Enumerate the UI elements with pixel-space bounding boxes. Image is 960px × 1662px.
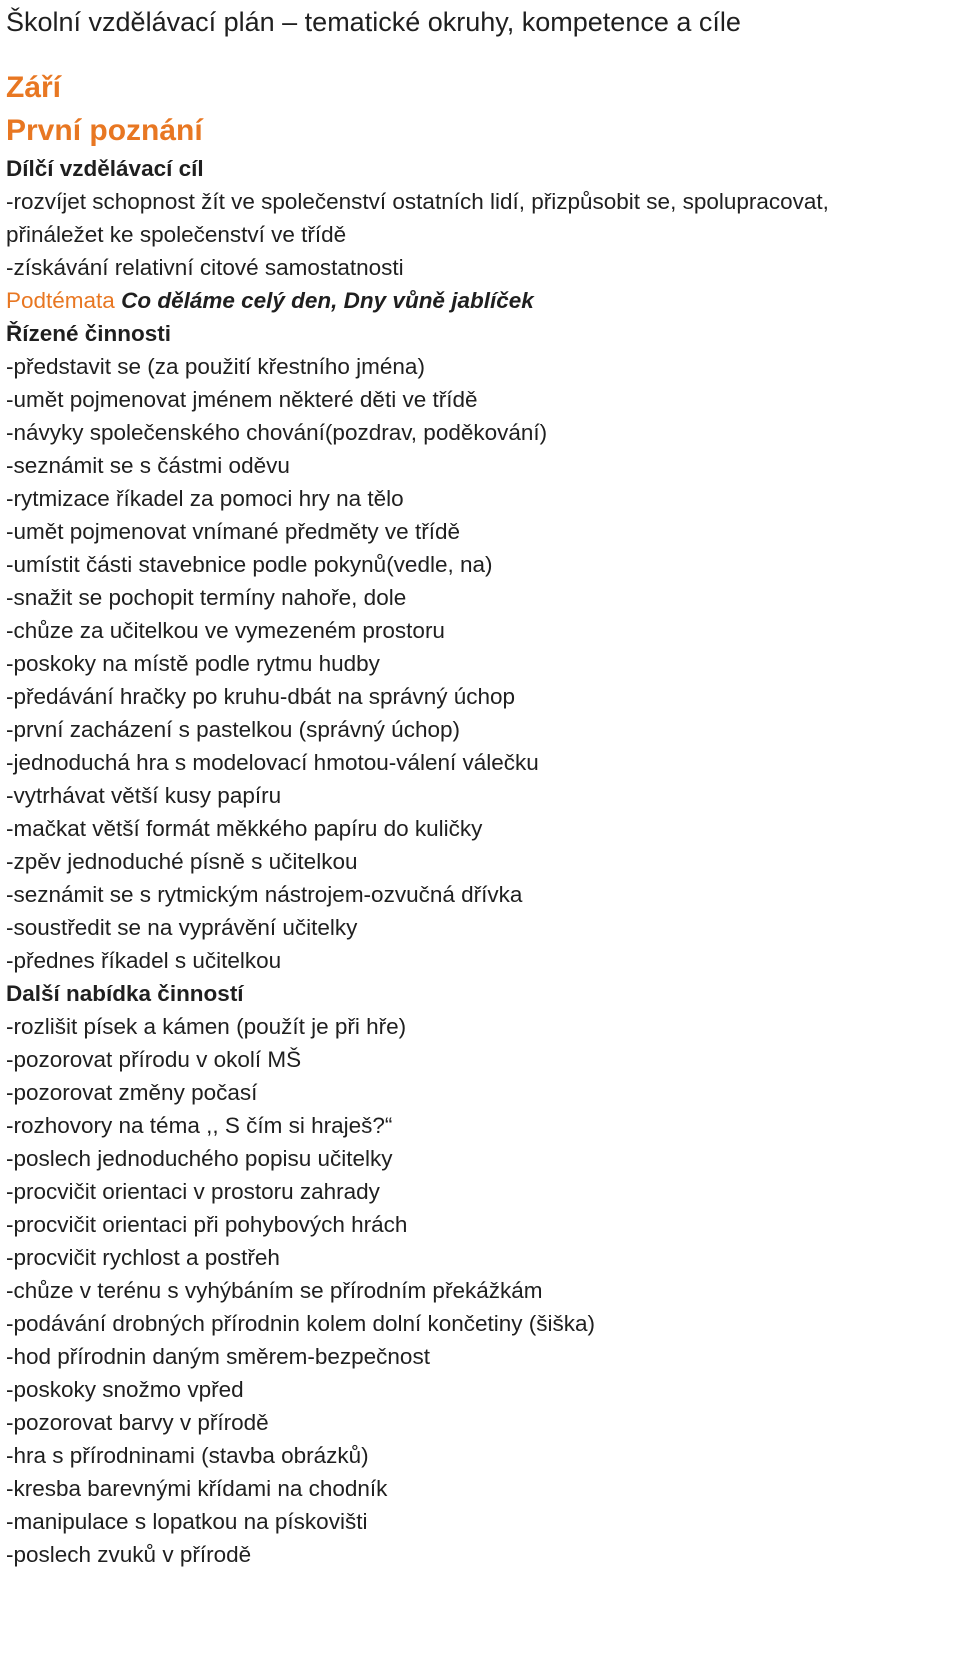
- list-item: -vytrhávat větší kusy papíru: [6, 783, 282, 808]
- goal-section: [6, 152, 960, 284]
- list-item: -návyky společenského chování(pozdrav, poděkování): [6, 420, 548, 445]
- list-item: -podávání drobných přírodnin kolem dolní končetiny (šiška): [6, 1311, 596, 1336]
- list-item: -předávání hračky po kruhu-dbát na správný úchop: [6, 684, 516, 709]
- list-item: -chůze v terénu s vyhýbáním se přírodním překážkám: [6, 1278, 543, 1303]
- list-item: -představit se (za použití křestního jména): [6, 354, 425, 379]
- list-item: -procvičit orientaci při pohybových hrách: [6, 1212, 408, 1237]
- list-item: -soustředit se na vyprávění učitelky: [6, 915, 358, 940]
- goal-line: -získávání relativní citové samostatnosti: [6, 255, 404, 280]
- month-heading: Září: [6, 71, 62, 104]
- other-activities-heading: Další nabídka činností: [6, 981, 244, 1006]
- list-item: -snažit se pochopit termíny nahoře, dole: [6, 585, 407, 610]
- directed-activities-section: [6, 317, 960, 977]
- list-item: -procvičit rychlost a postřeh: [6, 1245, 280, 1270]
- list-item: -první zacházení s pastelkou (správný úchop): [6, 717, 460, 742]
- list-item: -procvičit orientaci v prostoru zahrady: [6, 1179, 380, 1204]
- other-activities-list: [6, 1010, 960, 1571]
- list-item: -hra s přírodninami (stavba obrázků): [6, 1443, 369, 1468]
- list-item: -rozhovory na téma ,, S čím si hraješ?“: [6, 1113, 393, 1138]
- list-item: -zpěv jednoduché písně s učitelkou: [6, 849, 358, 874]
- list-item: -seznámit se s rytmickým nástrojem-ozvučná dřívka: [6, 882, 523, 907]
- list-item: -rozlišit písek a kámen (použít je při hře): [6, 1014, 407, 1039]
- list-item: -pozorovat přírodu v okolí MŠ: [6, 1047, 302, 1072]
- other-activities-section: [6, 977, 960, 1571]
- list-item: -pozorovat barvy v přírodě: [6, 1410, 269, 1435]
- list-item: -rytmizace říkadel za pomoci hry na tělo: [6, 486, 404, 511]
- list-item: -chůze za učitelkou ve vymezeném prostoru: [6, 618, 445, 643]
- list-item: -poslech zvuků v přírodě: [6, 1542, 252, 1567]
- list-item: -jednoduchá hra s modelovací hmotou-válení válečku: [6, 750, 539, 775]
- list-item: -umět pojmenovat vnímané předměty ve třídě: [6, 519, 460, 544]
- goal-line: -rozvíjet schopnost žít ve společenství ostatních lidí, přizpůsobit se, spolupracovat,: [6, 189, 829, 214]
- list-item: -hod přírodnin daným směrem-bezpečnost: [6, 1344, 430, 1369]
- goal-line: přináležet ke společenství ve třídě: [6, 222, 347, 247]
- subtopics-line: [6, 284, 960, 317]
- list-item: -poskoky na místě podle rytmu hudby: [6, 651, 380, 676]
- list-item: -přednes říkadel s učitelkou: [6, 948, 282, 973]
- document-title: Školní vzdělávací plán – tematické okruhy, kompetence a cíle: [6, 7, 741, 37]
- list-item: -kresba barevnými křídami na chodník: [6, 1476, 388, 1501]
- goal-heading: Dílčí vzdělávací cíl: [6, 156, 204, 181]
- subtopics-value: Co děláme celý den, Dny vůně jablíček: [121, 288, 534, 313]
- list-item: -umět pojmenovat jménem některé děti ve třídě: [6, 387, 478, 412]
- list-item: -seznámit se s částmi oděvu: [6, 453, 290, 478]
- list-item: -mačkat větší formát měkkého papíru do kuličky: [6, 816, 483, 841]
- directed-activities-list: [6, 350, 960, 977]
- directed-activities-heading: Řízené činnosti: [6, 321, 172, 346]
- list-item: -poskoky snožmo vpřed: [6, 1377, 244, 1402]
- list-item: -pozorovat změny počasí: [6, 1080, 258, 1105]
- list-item: -poslech jednoduchého popisu učitelky: [6, 1146, 393, 1171]
- list-item: -manipulace s lopatkou na pískovišti: [6, 1509, 368, 1534]
- list-item: -umístit části stavebnice podle pokynů(vedle, na): [6, 552, 493, 577]
- subtopics-label: Podtémata: [6, 288, 115, 313]
- topic-heading: První poznání: [6, 114, 203, 147]
